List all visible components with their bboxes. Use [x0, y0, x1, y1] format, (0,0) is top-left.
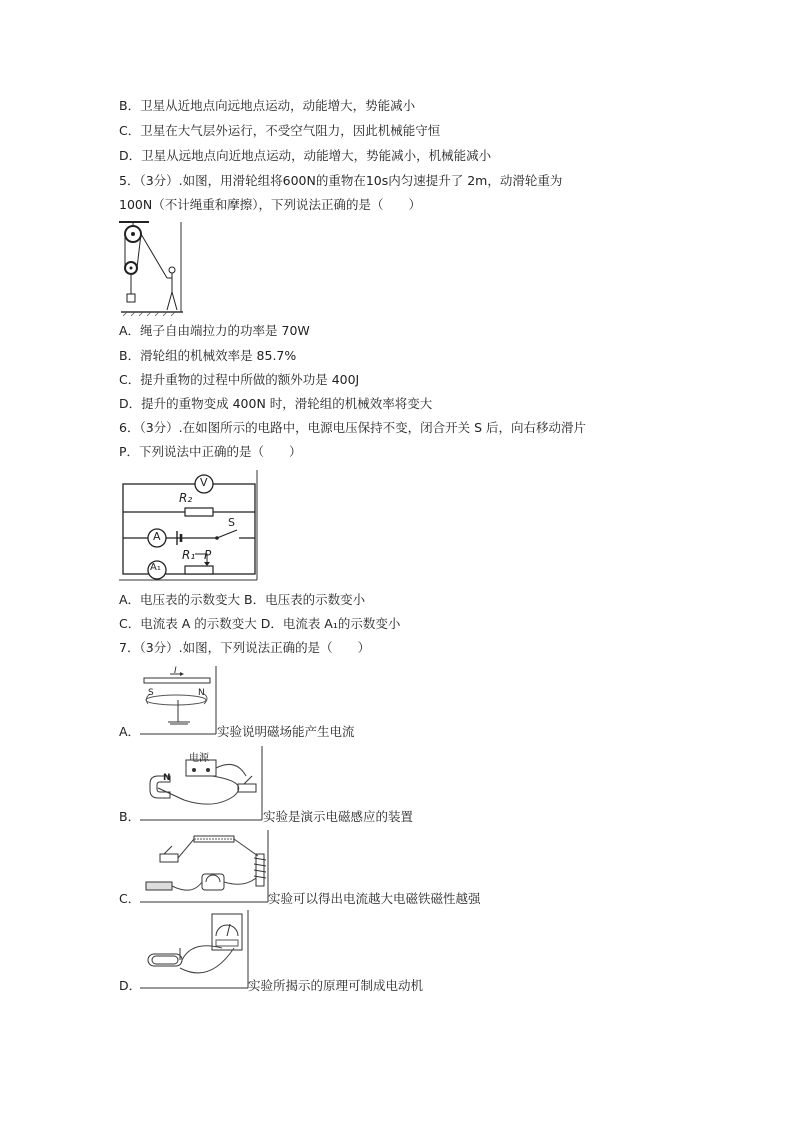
q4-option-b: B．卫星从近地点向远地点运动，动能增大，势能减小 — [119, 98, 416, 113]
q7-option-a-text: 实验说明磁场能产生电流 — [217, 724, 355, 739]
ammeter-a1-label: A₁ — [150, 562, 161, 573]
pulley-figure — [119, 220, 185, 316]
switch-s-label: S — [228, 516, 235, 529]
q7-option-d-letter: D． — [119, 978, 142, 993]
q7-option-d-text: 实验所揭示的原理可制成电动机 — [248, 978, 424, 993]
fig-a-current-label: I — [174, 666, 177, 676]
q4-option-c: C．卫星在大气层外运行，不受空气阻力，因此机械能守恒 — [119, 123, 441, 138]
r2-label: R₂ — [179, 491, 193, 505]
q5-stem-line2: 100N（不计绳重和摩擦），下列说法正确的是（ ） — [119, 197, 421, 212]
q7-option-c-letter: C． — [119, 891, 141, 906]
q6-option-ab: A．电压表的示数变大 B．电压表的示数变小 — [119, 592, 366, 607]
fig-a-s-label: S — [148, 688, 154, 698]
fig-b-source-label: 电源 — [189, 753, 209, 764]
galvanometer-figure — [140, 910, 252, 990]
q5-option-d: D．提升的重物变成 400N 时，滑轮组的机械效率将变大 — [119, 396, 433, 411]
r1-label: R₁ — [182, 548, 196, 562]
ammeter-a-label: A — [153, 530, 161, 543]
q4-option-d: D．卫星从远地点向近地点运动，动能增大，势能减小，机械能减小 — [119, 148, 492, 163]
q6-stem-line2: P．下列说法中正确的是（ ） — [119, 444, 302, 459]
q6-option-cd: C．电流表 A 的示数变大 D．电流表 A₁的示数变小 — [119, 616, 401, 631]
induction-figure — [140, 746, 266, 822]
q7-stem: 7．（3分）.如图，下列说法正确的是（ ） — [119, 640, 371, 655]
q7-option-b-letter: B． — [119, 809, 141, 824]
fig-a-n-label: N — [198, 688, 205, 698]
q6-stem-line1: 6．（3分）.在如图所示的电路中，电源电压保持不变，闭合开关 S 后，向右移动滑片 — [119, 420, 587, 435]
q7-option-b-text: 实验是演示电磁感应的装置 — [263, 809, 414, 824]
q5-stem-line1: 5．（3分）.如图，用滑轮组将600N的重物在10s内匀速提升了 2m，动滑轮重为 — [119, 173, 563, 188]
oersted-figure — [140, 666, 220, 736]
circuit-figure — [119, 470, 261, 582]
q5-option-c: C．提升重物的过程中所做的额外功是 400J — [119, 372, 360, 387]
q5-option-b: B．滑轮组的机械效率是 85.7% — [119, 348, 297, 363]
voltmeter-label: V — [200, 476, 208, 489]
q7-option-a-letter: A． — [119, 724, 141, 739]
slider-p-label: P — [204, 548, 212, 562]
q7-option-c-text: 实验可以得出电流越大电磁铁磁性越强 — [268, 891, 481, 906]
q5-option-a: A．绳子自由端拉力的功率是 70W — [119, 323, 310, 338]
electromagnet-figure — [140, 830, 272, 904]
fig-b-n-label: N — [163, 773, 171, 783]
